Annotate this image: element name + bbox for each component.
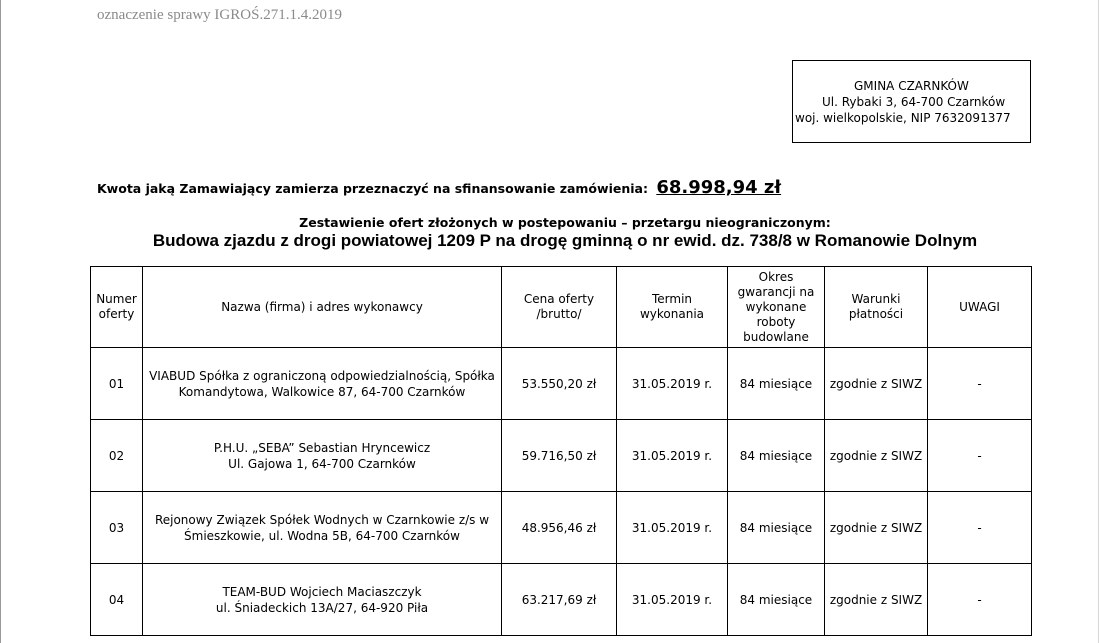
- page-right-edge: [1098, 0, 1099, 643]
- table-header-row: [91, 267, 1032, 348]
- offer-warranty: 84 miesiące: [728, 564, 825, 636]
- recipient-region: woj. wielkopolskie, NIP 7632091377: [795, 111, 1011, 125]
- header-payment: [825, 267, 928, 348]
- budget-value: 68.998,94 zł: [656, 177, 782, 198]
- header-payment-line: płatności: [848, 307, 904, 321]
- offer-number: 03: [91, 492, 143, 564]
- offer-warranty: 84 miesiące: [728, 420, 825, 492]
- budget-line: [97, 177, 781, 198]
- table-row: [91, 492, 1032, 564]
- offer-warranty: 84 miesiące: [728, 348, 825, 420]
- offer-deadline: 31.05.2019 r.: [617, 492, 728, 564]
- header-warranty-line: budowlane: [743, 329, 809, 344]
- recipient-name: GMINA CZARNKÓW: [854, 79, 969, 93]
- header-number-line: Numer: [96, 292, 137, 306]
- offer-firm-line: ul. Śniadeckich 13A/27, 64-920 Piła: [215, 600, 429, 615]
- offer-number: 04: [91, 564, 143, 636]
- offer-warranty: 84 miesiące: [728, 492, 825, 564]
- document-subtitle: Zestawienie ofert złożonych w postepowaniu – przetargu nieograniczonym:: [299, 215, 831, 230]
- budget-label: Kwota jaką Zamawiający zamierza przeznaczyć na sfinansowanie zamówienia:: [97, 181, 648, 196]
- offer-firm-line: Rejonowy Związek Spółek Wodnych w Czarnkowie z/s w: [154, 512, 490, 527]
- recipient-address-box: [792, 60, 1031, 143]
- offer-firm-line: TEAM-BUD Wojciech Maciaszczyk: [222, 584, 422, 599]
- table-row: [91, 420, 1032, 492]
- header-deadline: [617, 267, 728, 348]
- table-row: [91, 564, 1032, 636]
- offer-firm-line: VIABUD Spółka z ograniczoną odpowiedzialnością, Spółka: [149, 368, 495, 383]
- offer-deadline: 31.05.2019 r.: [617, 348, 728, 420]
- header-warranty-line: gwarancji na: [737, 284, 815, 299]
- header-warranty-line: wykonane: [745, 299, 807, 314]
- offer-remarks: -: [928, 348, 1032, 420]
- header-warranty-line: roboty: [756, 314, 796, 329]
- table-row: [91, 348, 1032, 420]
- header-warranty-line: Okres: [758, 269, 794, 284]
- offers-table: [90, 266, 1032, 636]
- offer-deadline: 31.05.2019 r.: [617, 420, 728, 492]
- offer-payment: zgodnie z SIWZ: [825, 492, 928, 564]
- offer-deadline: 31.05.2019 r.: [617, 564, 728, 636]
- offer-firm: [143, 492, 502, 564]
- recipient-street: Ul. Rybaki 3, 64-700 Czarnków: [822, 95, 1006, 109]
- offer-number: 02: [91, 420, 143, 492]
- header-deadline-line: wykonania: [639, 307, 705, 321]
- header-deadline-line: Termin: [651, 292, 693, 306]
- offer-firm: [143, 348, 502, 420]
- offer-payment: zgodnie z SIWZ: [825, 420, 928, 492]
- header-price-line: /brutto/: [536, 307, 582, 321]
- header-number: [91, 267, 143, 348]
- offer-firm-line: Ul. Gajowa 1, 64-700 Czarnków: [228, 456, 416, 471]
- offer-price: 59.716,50 zł: [502, 420, 617, 492]
- offer-firm-line: P.H.U. „SEBA” Sebastian Hryncewicz: [213, 440, 431, 455]
- header-price: [502, 267, 617, 348]
- offer-price: 53.550,20 zł: [502, 348, 617, 420]
- offer-remarks: -: [928, 420, 1032, 492]
- offer-firm-line: Komandytowa, Walkowice 87, 64-700 Czarnków: [178, 384, 466, 399]
- header-price-line: Cena oferty: [523, 292, 595, 306]
- offer-number: 01: [91, 348, 143, 420]
- header-firm: Nazwa (firma) i adres wykonawcy: [143, 267, 502, 348]
- header-payment-line: Warunki: [851, 292, 901, 306]
- offer-payment: zgodnie z SIWZ: [825, 564, 928, 636]
- offer-price: 63.217,69 zł: [502, 564, 617, 636]
- offer-payment: zgodnie z SIWZ: [825, 348, 928, 420]
- offer-price: 48.956,46 zł: [502, 492, 617, 564]
- page-left-edge: [0, 0, 1, 643]
- offer-firm-line: Śmieszkowie, ul. Wodna 5B, 64-700 Czarnków: [184, 528, 460, 543]
- offer-remarks: -: [928, 492, 1032, 564]
- offer-firm: [143, 564, 502, 636]
- offer-firm: [143, 420, 502, 492]
- header-remarks: UWAGI: [928, 267, 1032, 348]
- header-number-line: oferty: [98, 307, 135, 321]
- header-warranty: [728, 267, 825, 348]
- case-reference: oznaczenie sprawy IGROŚ.271.1.4.2019: [97, 7, 342, 23]
- document-title: Budowa zjazdu z drogi powiatowej 1209 P na drogę gminną o nr ewid. dz. 738/8 w Romanowie Dolnym: [152, 231, 978, 250]
- offer-remarks: -: [928, 564, 1032, 636]
